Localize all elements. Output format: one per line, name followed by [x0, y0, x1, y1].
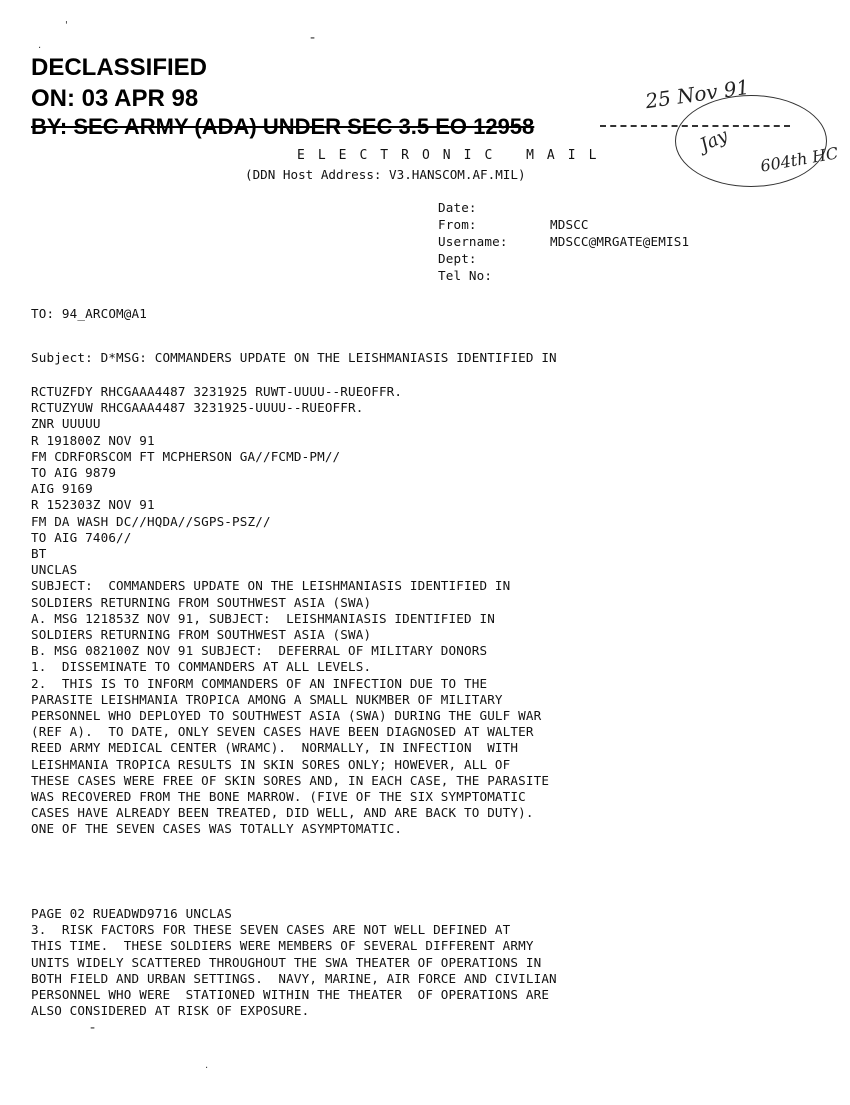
header-label: Username:: [438, 234, 508, 249]
email-title: ELECTRONIC MAIL: [297, 148, 610, 163]
header-row-tel: [438, 268, 689, 285]
email-header-fields: [438, 200, 689, 285]
to-line: TO: 94_ARCOM@A1: [31, 306, 147, 321]
header-label: From:: [438, 217, 477, 232]
header-row-from: [438, 217, 689, 234]
header-row-date: [438, 200, 689, 217]
subject-line: Subject: D*MSG: COMMANDERS UPDATE ON THE LEISHMANIASIS IDENTIFIED IN: [31, 350, 557, 365]
header-row-dept: [438, 251, 689, 268]
scan-mark: -: [90, 1020, 96, 1036]
declassified-date: ON: 03 APR 98: [31, 85, 199, 112]
handwritten-date: 25 Nov 91: [643, 74, 751, 114]
message-body: RCTUZFDY RHCGAAA4487 3231925 RUWT-UUUU--RUEOFFR. RCTUZYUW RHCGAAA4487 3231925-UUUU--RUEOFFR. ZNR UUUUU R 191800Z NOV 91 FM CDRFORSCOM FT MCPHERSON GA//FCMD-PM// TO AIG 9879 AIG 9169 R 152303Z NOV 91 FM DA WASH DC//HQDA//SGPS-PSZ// TO AIG 7406// BT UNCLAS SUBJECT: COMMANDERS UPDATE ON THE LEISHMANIASIS IDENTIFIED IN SOLDIERS RETURNING FROM SOUTHWEST ASIA (SWA) A. MSG 121853Z NOV 91, SUBJECT: LEISHMANIASIS IDENTIFIED IN SOLDIERS RETURNING FROM SOUTHWEST ASIA (SWA) B. MSG 082100Z NOV 91 SUBJECT: DEFERRAL OF MILITARY DONORS 1. DISSEMINATE TO COMMANDERS AT ALL LEVELS. 2. THIS IS TO INFORM COMMANDERS OF AN INFECTION DUE TO THE PARASITE LEISHMANIA TROPICA AMONG A SMALL NUKMBER OF MILITARY PERSONNEL WHO DEPLOYED TO SOUTHWEST ASIA (SWA) DURING THE GULF WAR (REF A). TO DATE, ONLY SEVEN CASES HAVE BEEN DIAGNOSED AT WALTER REED ARMY MEDICAL CENTER (WRAMC). NORMALLY, IN INFECTION WITH LEISHMANIA TROPICA RESULTS IN SKIN SORES ONLY; HOWEVER, ALL OF THESE CASES WERE FREE OF SKIN SORES AND, IN EACH CASE, THE PARASITE WAS RECOVERED FROM THE BONE MARROW. (FIVE OF THE SIX SYMPTOMATIC CASES HAVE ALREADY BEEN TREATED, DID WELL, AND ARE BACK TO DUTY). ONE OF THE SEVEN CASES WAS TOTALLY ASYMPTOMATIC.: [31, 384, 550, 837]
handwritten-unit: 604th HC: [758, 143, 840, 176]
email-host: (DDN Host Address: V3.HANSCOM.AF.MIL): [245, 167, 526, 182]
scan-mark: ': [65, 20, 68, 31]
header-label: Dept:: [438, 251, 477, 266]
handwritten-initial: Jay: [696, 125, 732, 156]
scan-mark: .: [38, 40, 42, 51]
scan-mark: .: [205, 1060, 209, 1071]
scan-mark: -: [310, 30, 316, 46]
header-label: Date:: [438, 200, 477, 215]
page2-body: PAGE 02 RUEADWD9716 UNCLAS 3. RISK FACTORS FOR THESE SEVEN CASES ARE NOT WELL DEFINED AT THIS TIME. THESE SOLDIERS WERE MEMBERS OF SEVERAL DIFFERENT ARMY UNITS WIDELY SCATTERED THROUGHOUT THE SWA THEATER OF OPERATIONS IN BOTH FIELD AND URBAN SETTINGS. NAVY, MARINE, AIR FORCE AND CIVILIAN PERSONNEL WHO WERE STATIONED WITHIN THE THEATER OF OPERATIONS ARE ALSO CONSIDERED AT RISK OF EXPOSURE.: [31, 906, 557, 1019]
declassified-stamp: DECLASSIFIED: [31, 54, 208, 81]
declassified-authority: BY: SEC ARMY (ADA) UNDER SEC 3.5 EO 12958: [31, 114, 535, 139]
header-label: Tel No:: [438, 268, 493, 283]
header-value: MDSCC@MRGATE@EMIS1: [550, 234, 690, 249]
header-value: MDSCC: [550, 217, 589, 232]
header-row-username: [438, 234, 689, 251]
